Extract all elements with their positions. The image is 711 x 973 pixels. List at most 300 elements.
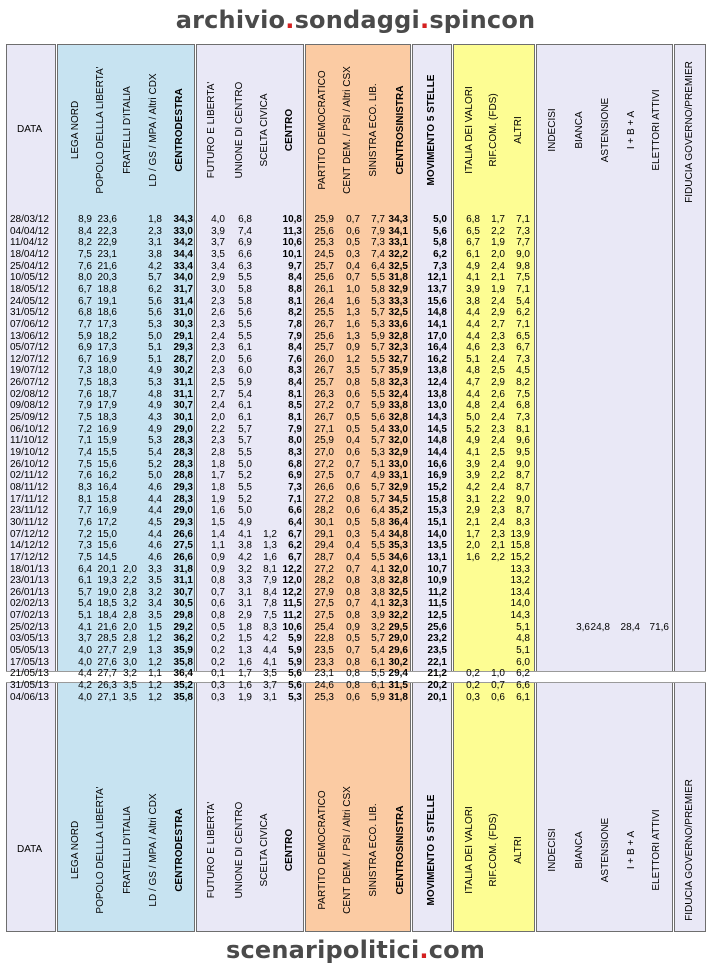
cell-pdl: 27,7 (97, 668, 117, 679)
cell-cdx: 30,7 (173, 400, 193, 411)
cell-alt: 6,7 (516, 342, 530, 353)
cell-data: 03/05/13 (10, 633, 49, 644)
cell-fdi: 2,0 (123, 564, 137, 575)
header-fli-top: FUTURO E LIBERTA' (206, 81, 217, 179)
cell-udc: 5,2 (238, 494, 252, 505)
cell-sel: 5,5 (371, 354, 385, 365)
cell-udc: 4,2 (238, 552, 252, 563)
cell-cdm: 0,7 (346, 645, 360, 656)
cell-cdm: 0,3 (346, 249, 360, 260)
cell-rc: 2,3 (491, 529, 505, 540)
cell-alt: 8,3 (516, 517, 530, 528)
cell-cdx: 29,3 (173, 517, 193, 528)
header-alt-top: ALTRI (513, 116, 524, 144)
cell-cdx: 34,0 (173, 272, 193, 283)
cell-cdx: 31,8 (173, 564, 193, 575)
cell-pd: 23,3 (314, 657, 334, 668)
cell-pdl: 19,3 (97, 575, 117, 586)
cell-alt: 7,1 (516, 319, 530, 330)
cell-csx: 32,5 (388, 307, 408, 318)
cell-cen: 6,4 (288, 517, 302, 528)
cell-sel: 5,7 (371, 435, 385, 446)
cell-csx: 34,5 (388, 494, 408, 505)
cell-cen: 8,2 (288, 307, 302, 318)
cell-ld: 3,2 (148, 587, 162, 598)
cell-m5s: 5,0 (433, 214, 447, 225)
cell-cdm: 0,4 (346, 552, 360, 563)
cell-ld: 4,6 (148, 540, 162, 551)
cell-csx: 35,9 (388, 365, 408, 376)
cell-pdl: 16,4 (97, 482, 117, 493)
cell-ld: 3,8 (148, 249, 162, 260)
cell-pd: 30,1 (314, 517, 334, 528)
cell-cen: 6,7 (288, 552, 302, 563)
header-alt-bottom: ALTRI (513, 836, 524, 864)
cell-m5s: 10,9 (427, 575, 447, 586)
cell-sel: 6,1 (371, 680, 385, 691)
cell-sc: 7,8 (263, 598, 277, 609)
cell-cen: 7,1 (288, 494, 302, 505)
cell-idv: 2,9 (466, 505, 480, 516)
cell-fli: 0,8 (211, 610, 225, 621)
cell-rc: 1,9 (491, 284, 505, 295)
cell-fli: 2,4 (211, 400, 225, 411)
cell-pdl: 27,6 (97, 657, 117, 668)
cell-ln: 7,2 (78, 424, 92, 435)
header-udc-top: UNIONE DI CENTRO (234, 81, 245, 179)
cell-m5s: 15,3 (427, 505, 447, 516)
cell-csx: 32,9 (388, 284, 408, 295)
cell-cen: 5,6 (288, 680, 302, 691)
cell-sel: 4,9 (371, 470, 385, 481)
cell-cen: 5,9 (288, 633, 302, 644)
cell-ln: 5,1 (78, 610, 92, 621)
cell-pdl: 15,9 (97, 435, 117, 446)
cell-rc: 2,4 (491, 459, 505, 470)
cell-pdl: 15,6 (97, 540, 117, 551)
header-cen-top: CENTRO (284, 108, 295, 152)
cell-udc: 3,2 (238, 564, 252, 575)
cell-pd: 25,7 (314, 261, 334, 272)
cell-cdx: 29,1 (173, 331, 193, 342)
cell-m5s: 14,1 (427, 319, 447, 330)
cell-fli: 0,2 (211, 633, 225, 644)
header-sel-top: SINISTRA ECO. LIB. (368, 83, 379, 177)
header-ele-bottom: ELETTORI ATTIVI (651, 809, 662, 891)
cell-rc: 2,5 (491, 447, 505, 458)
cell-sel: 5,8 (371, 377, 385, 388)
cell-ld: 1,2 (148, 692, 162, 703)
cell-cdx: 28,3 (173, 447, 193, 458)
cell-csx: 32,4 (388, 389, 408, 400)
cell-ln: 7,5 (78, 249, 92, 260)
header-fid-bottom: FIDUCIA GOVERNO/PREMIER (684, 779, 695, 921)
cell-rc: 2,4 (491, 400, 505, 411)
cell-alt: 7,3 (516, 226, 530, 237)
cell-cdx: 29,3 (173, 482, 193, 493)
cell-idv: 4,9 (466, 435, 480, 446)
cell-data: 10/05/12 (10, 272, 49, 283)
cell-rc: 2,4 (491, 412, 505, 423)
cell-cdx: 30,1 (173, 412, 193, 423)
cell-pdl: 18,3 (97, 377, 117, 388)
cell-bia: 3,6 (576, 622, 590, 633)
cell-udc: 5,5 (238, 447, 252, 458)
cell-cdx: 30,7 (173, 587, 193, 598)
cell-alt: 4,5 (516, 365, 530, 376)
cell-sel: 3,2 (371, 622, 385, 633)
cell-cdx: 30,2 (173, 365, 193, 376)
cell-iba: 28,4 (620, 622, 640, 633)
cell-cen: 11,2 (283, 610, 302, 621)
cell-idv: 6,8 (466, 214, 480, 225)
cell-data: 02/08/12 (10, 389, 49, 400)
cell-cdx: 35,8 (173, 657, 193, 668)
cell-pdl: 15,0 (97, 529, 117, 540)
cell-cdm: 0,8 (346, 657, 360, 668)
header-rc-top: RIF.COM. (FDS) (488, 93, 499, 167)
cell-cdx: 31,7 (173, 284, 193, 295)
cell-pdl: 16,9 (97, 424, 117, 435)
cell-rc: 2,2 (491, 470, 505, 481)
cell-idv: 4,4 (466, 389, 480, 400)
cell-ln: 4,2 (78, 680, 92, 691)
cell-cdx: 34,2 (173, 237, 193, 248)
cell-ld: 1,5 (148, 622, 162, 633)
cell-pd: 26,4 (314, 296, 334, 307)
cell-csx: 33,0 (388, 424, 408, 435)
cell-sel: 6,4 (371, 261, 385, 272)
cell-idv: 4,1 (466, 272, 480, 283)
cell-m5s: 20,1 (427, 692, 447, 703)
cell-fli: 0,5 (211, 622, 225, 633)
cell-alt: 6,6 (516, 680, 530, 691)
column-group-band (536, 44, 673, 932)
cell-sel: 5,5 (371, 389, 385, 400)
cell-sel: 5,8 (371, 517, 385, 528)
cell-ln: 7,3 (78, 540, 92, 551)
cell-data: 07/06/12 (10, 319, 49, 330)
cell-cen: 6,8 (288, 459, 302, 470)
header-cdm-bottom: CENT DEM. / PSI / Altri CSX (342, 786, 353, 914)
header-ln-top: LEGA NORD (70, 100, 81, 160)
cell-cdx: 28,3 (173, 435, 193, 446)
header-pdl-top: POPOLO DELLLA LIBERTA' (95, 66, 106, 194)
cell-data: 19/10/12 (10, 447, 49, 458)
cell-ld: 5,0 (148, 470, 162, 481)
cell-cdx: 31,4 (173, 296, 193, 307)
cell-cen: 8,1 (288, 296, 302, 307)
cell-ld: 4,6 (148, 552, 162, 563)
cell-ln: 5,9 (78, 331, 92, 342)
cell-pd: 26,7 (314, 412, 334, 423)
cell-fli: 0,2 (211, 657, 225, 668)
cell-alt: 9,0 (516, 459, 530, 470)
cell-data: 31/05/13 (10, 680, 49, 691)
site-banner-top (0, 6, 711, 34)
cell-fli: 0,7 (211, 587, 225, 598)
cell-m5s: 5,8 (433, 237, 447, 248)
cell-alt: 6,5 (516, 331, 530, 342)
cell-ln: 4,1 (78, 622, 92, 633)
cell-m5s: 22,1 (427, 657, 447, 668)
cell-csx: 33,1 (388, 237, 408, 248)
cell-udc: 6,1 (238, 412, 252, 423)
cell-pd: 28,7 (314, 552, 334, 563)
cell-fli: 2,2 (211, 424, 225, 435)
cell-pd: 27,5 (314, 598, 334, 609)
header-udc-bottom: UNIONE DI CENTRO (234, 801, 245, 899)
cell-data: 30/11/12 (10, 517, 49, 528)
cell-pdl: 17,3 (97, 342, 117, 353)
cell-idv: 6,7 (466, 237, 480, 248)
cell-cdm: 0,9 (346, 622, 360, 633)
cell-udc: 5,5 (238, 331, 252, 342)
cell-data: 18/05/12 (10, 284, 49, 295)
cell-ld: 1,2 (148, 633, 162, 644)
cell-ln: 7,3 (78, 365, 92, 376)
cell-ld: 5,7 (148, 272, 162, 283)
cell-m5s: 14,5 (427, 424, 447, 435)
cell-cdm: 0,7 (346, 564, 360, 575)
cell-pd: 27,0 (314, 447, 334, 458)
cell-fli: 2,4 (211, 331, 225, 342)
cell-sel: 4,1 (371, 564, 385, 575)
cell-rc: 0,6 (491, 692, 505, 703)
cell-cen: 7,6 (288, 354, 302, 365)
cell-cen: 8,8 (288, 284, 302, 295)
cell-ld: 4,3 (148, 412, 162, 423)
cell-ln: 7,5 (78, 377, 92, 388)
cell-rc: 2,6 (491, 389, 505, 400)
cell-cdx: 34,3 (173, 214, 193, 225)
cell-ln: 4,0 (78, 657, 92, 668)
cell-fli: 0,9 (211, 552, 225, 563)
cell-sel: 5,3 (371, 319, 385, 330)
cell-cdx: 35,8 (173, 692, 193, 703)
cell-fli: 2,5 (211, 377, 225, 388)
cell-cen: 7,9 (288, 424, 302, 435)
cell-alt: 6,0 (516, 657, 530, 668)
header-bia-bottom: BIANCA (574, 831, 585, 869)
cell-data: 09/08/12 (10, 400, 49, 411)
cell-ln: 4,0 (78, 692, 92, 703)
cell-udc: 4,1 (238, 529, 252, 540)
cell-cen: 12,2 (282, 587, 302, 598)
cell-pdl: 21,6 (97, 622, 117, 633)
cell-sel: 5,7 (371, 342, 385, 353)
cell-pdl: 21,6 (97, 261, 117, 272)
cell-cdx: 36,4 (173, 668, 193, 679)
cell-data: 17/05/13 (10, 657, 49, 668)
cell-cen: 11,3 (283, 226, 302, 237)
cell-fli: 2,3 (211, 296, 225, 307)
cell-m5s: 14,8 (427, 307, 447, 318)
cell-sc: 4,4 (263, 645, 277, 656)
cell-cen: 7,3 (288, 482, 302, 493)
cell-alt: 5,1 (516, 645, 530, 656)
cell-rc: 0,7 (491, 680, 505, 691)
cell-m5s: 23,5 (427, 645, 447, 656)
cell-idv: 3,1 (466, 494, 480, 505)
cell-ld: 1,8 (148, 214, 162, 225)
cell-pd: 25,6 (314, 331, 334, 342)
cell-ln: 8,0 (78, 272, 92, 283)
header-ld-top: LD / GS / MPA / Altri CDX (148, 73, 159, 187)
banner-top-dot2: . (419, 6, 430, 34)
cell-data: 24/05/12 (10, 296, 49, 307)
cell-sel: 7,7 (371, 214, 385, 225)
cell-cen: 8,3 (288, 365, 302, 376)
cell-csx: 34,8 (388, 529, 408, 540)
cell-pd: 25,7 (314, 342, 334, 353)
cell-data: 05/05/13 (10, 645, 49, 656)
cell-cdm: 0,5 (346, 633, 360, 644)
cell-udc: 3,1 (238, 587, 252, 598)
cell-udc: 1,6 (238, 680, 252, 691)
cell-pd: 25,5 (314, 307, 334, 318)
cell-fdi: 2,8 (123, 633, 137, 644)
cell-rc: 2,4 (491, 517, 505, 528)
cell-ld: 1,2 (148, 657, 162, 668)
cell-rc: 2,7 (491, 319, 505, 330)
cell-alt: 6,2 (516, 668, 530, 679)
cell-cen: 5,3 (288, 692, 302, 703)
cell-sel: 5,4 (371, 424, 385, 435)
cell-csx: 36,4 (388, 517, 408, 528)
cell-pd: 27,2 (314, 494, 334, 505)
cell-rc: 2,4 (491, 296, 505, 307)
cell-sc: 8,4 (263, 587, 277, 598)
cell-fli: 0,6 (211, 598, 225, 609)
cell-data: 23/01/13 (10, 575, 49, 586)
cell-cdm: 0,6 (346, 226, 360, 237)
header-m5s-bottom: MOVIMENTO 5 STELLE (426, 794, 437, 906)
cell-cdx: 28,3 (173, 459, 193, 470)
cell-udc: 7,4 (238, 226, 252, 237)
cell-sel: 5,9 (371, 400, 385, 411)
cell-data: 25/02/13 (10, 622, 49, 633)
cell-idv: 4,2 (466, 482, 480, 493)
cell-cen: 12,2 (282, 564, 302, 575)
cell-sel: 7,4 (371, 249, 385, 260)
cell-pdl: 16,9 (97, 354, 117, 365)
cell-pdl: 28,5 (97, 633, 117, 644)
cell-m5s: 14,0 (427, 529, 447, 540)
cell-sc: 1,2 (263, 529, 277, 540)
cell-csx: 33,0 (388, 459, 408, 470)
cell-pd: 27,9 (314, 587, 334, 598)
cell-cen: 9,7 (288, 261, 302, 272)
cell-pdl: 26,3 (97, 680, 117, 691)
cell-ld: 4,4 (148, 494, 162, 505)
cell-cdm: 0,4 (346, 435, 360, 446)
cell-cen: 8,0 (288, 435, 302, 446)
cell-fdi: 3,0 (123, 657, 137, 668)
cell-cdx: 29,0 (173, 505, 193, 516)
cell-cen: 12,0 (282, 575, 302, 586)
cell-pd: 23,1 (314, 668, 334, 679)
cell-rc: 2,9 (491, 377, 505, 388)
header-cdx-bottom: CENTRODESTRA (174, 808, 185, 892)
cell-ld: 4,5 (148, 517, 162, 528)
cell-sel: 7,3 (371, 237, 385, 248)
cell-m5s: 12,5 (427, 610, 447, 621)
cell-m5s: 20,2 (427, 680, 447, 691)
cell-data: 26/07/12 (10, 377, 49, 388)
cell-ld: 6,2 (148, 284, 162, 295)
site-banner-bottom (0, 936, 711, 964)
cell-pdl: 27,7 (97, 645, 117, 656)
cell-pd: 27,5 (314, 610, 334, 621)
cell-pdl: 20,1 (97, 564, 117, 575)
cell-rc: 2,4 (491, 435, 505, 446)
cell-idv: 0,2 (466, 668, 480, 679)
cell-ld: 1,3 (148, 645, 162, 656)
cell-cdx: 29,3 (173, 342, 193, 353)
cell-udc: 5,8 (238, 284, 252, 295)
cell-fli: 3,0 (211, 284, 225, 295)
cell-sel: 5,5 (371, 668, 385, 679)
cell-pdl: 27,1 (97, 692, 117, 703)
cell-data: 02/11/12 (10, 470, 49, 481)
cell-fli: 2,7 (211, 389, 225, 400)
header-sc-bottom: SCELTA CIVICA (259, 813, 270, 887)
cell-cdx: 31,0 (173, 307, 193, 318)
cell-ln: 6,7 (78, 354, 92, 365)
cell-idv: 3,9 (466, 284, 480, 295)
cell-data: 06/10/12 (10, 424, 49, 435)
cell-cen: 6,9 (288, 470, 302, 481)
cell-sel: 3,8 (371, 575, 385, 586)
cell-pd: 22,8 (314, 633, 334, 644)
cell-udc: 6,0 (238, 365, 252, 376)
cell-ld: 2,3 (148, 226, 162, 237)
cell-ld: 4,6 (148, 482, 162, 493)
cell-m5s: 16,2 (427, 354, 447, 365)
cell-udc: 3,8 (238, 540, 252, 551)
cell-alt: 7,3 (516, 412, 530, 423)
cell-pd: 26,7 (314, 319, 334, 330)
cell-pd: 28,2 (314, 505, 334, 516)
cell-cen: 8,5 (288, 400, 302, 411)
cell-rc: 2,1 (491, 540, 505, 551)
cell-ln: 8,9 (78, 214, 92, 225)
cell-alt: 13,2 (510, 575, 530, 586)
cell-udc: 6,3 (238, 261, 252, 272)
cell-udc: 2,9 (238, 610, 252, 621)
cell-alt: 13,4 (510, 587, 530, 598)
header-fdi-top: FRATELLI D'ITALIA (122, 86, 133, 174)
cell-ld: 5,1 (148, 354, 162, 365)
cell-fdi: 3,2 (123, 598, 137, 609)
cell-udc: 5,0 (238, 505, 252, 516)
cell-alt: 5,1 (516, 622, 530, 633)
cell-udc: 6,8 (238, 214, 252, 225)
cell-ld: 3,4 (148, 598, 162, 609)
header-iba-bottom: I + B + A (626, 830, 637, 870)
cell-ln: 6,7 (78, 296, 92, 307)
cell-cdm: 0,8 (346, 494, 360, 505)
cell-ln: 7,5 (78, 412, 92, 423)
cell-ld: 3,1 (148, 237, 162, 248)
header-pd-top: PARTITO DEMOCRATICO (317, 70, 328, 190)
header-csx-bottom: CENTROSINISTRA (395, 805, 406, 895)
cell-csx: 32,8 (388, 331, 408, 342)
cell-cen: 8,1 (288, 389, 302, 400)
cell-sel: 5,8 (371, 284, 385, 295)
cell-ld: 5,1 (148, 342, 162, 353)
